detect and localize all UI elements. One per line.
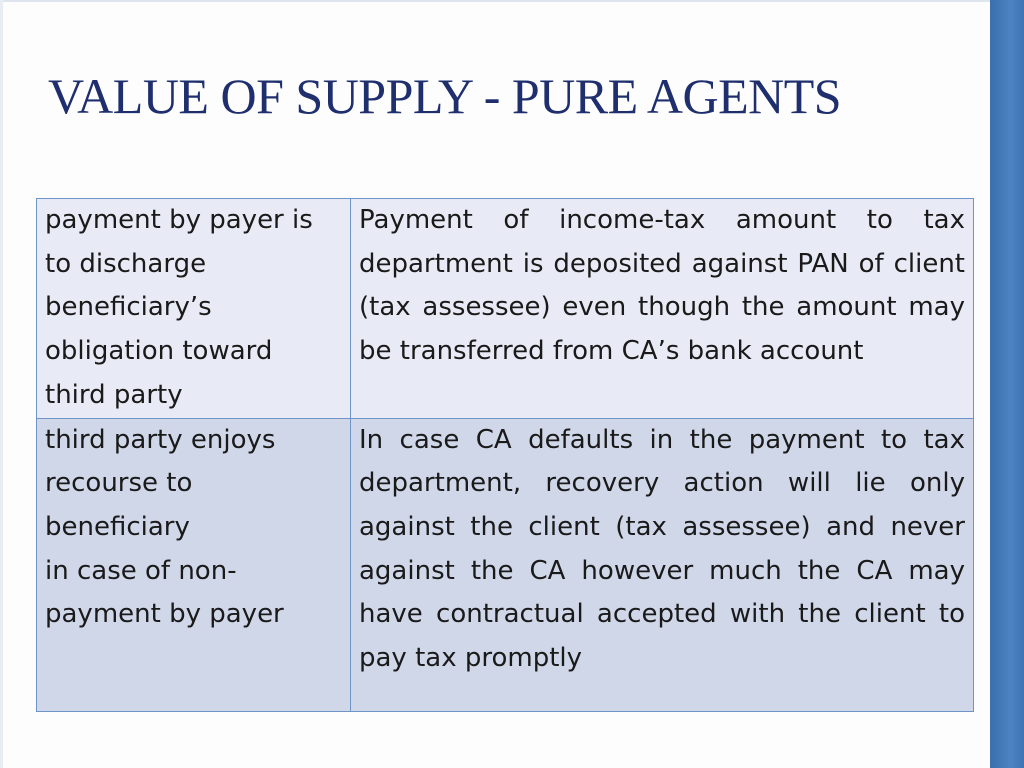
cell-line: recourse to xyxy=(45,468,193,499)
cell-line: to discharge xyxy=(45,248,207,279)
cell-line: third party xyxy=(45,379,183,410)
table-row xyxy=(37,418,974,711)
cell-line: beneficiary’s xyxy=(45,292,212,323)
slide-top-edge xyxy=(0,0,990,2)
table-cell-condition xyxy=(37,418,351,711)
cell-line: beneficiary xyxy=(45,511,190,542)
cell-line: payment by payer is xyxy=(45,205,313,235)
slide-left-edge xyxy=(0,0,3,768)
content-table xyxy=(36,198,974,712)
cell-line: payment by payer xyxy=(45,599,284,630)
table-row xyxy=(37,199,974,419)
slide-title: VALUE OF SUPPLY - PURE AGENTS xyxy=(48,68,842,124)
cell-line: third party enjoys xyxy=(45,424,276,455)
table-cell-example: In case CA defaults in the payment to tax department, recovery action will lie only against the client (tax assessee) and never against the CA however much the CA may have contractual accepted with the client to pay tax promptly xyxy=(351,418,974,711)
cell-line: in case of non- xyxy=(45,555,237,586)
table-cell-example: Payment of income-tax amount to tax department is deposited against PAN of client (tax assessee) even though the amount may be transferred from CA’s bank account xyxy=(351,199,974,419)
cell-line: obligation toward xyxy=(45,336,273,367)
table-cell-condition xyxy=(37,199,351,419)
accent-side-bar xyxy=(990,0,1024,768)
